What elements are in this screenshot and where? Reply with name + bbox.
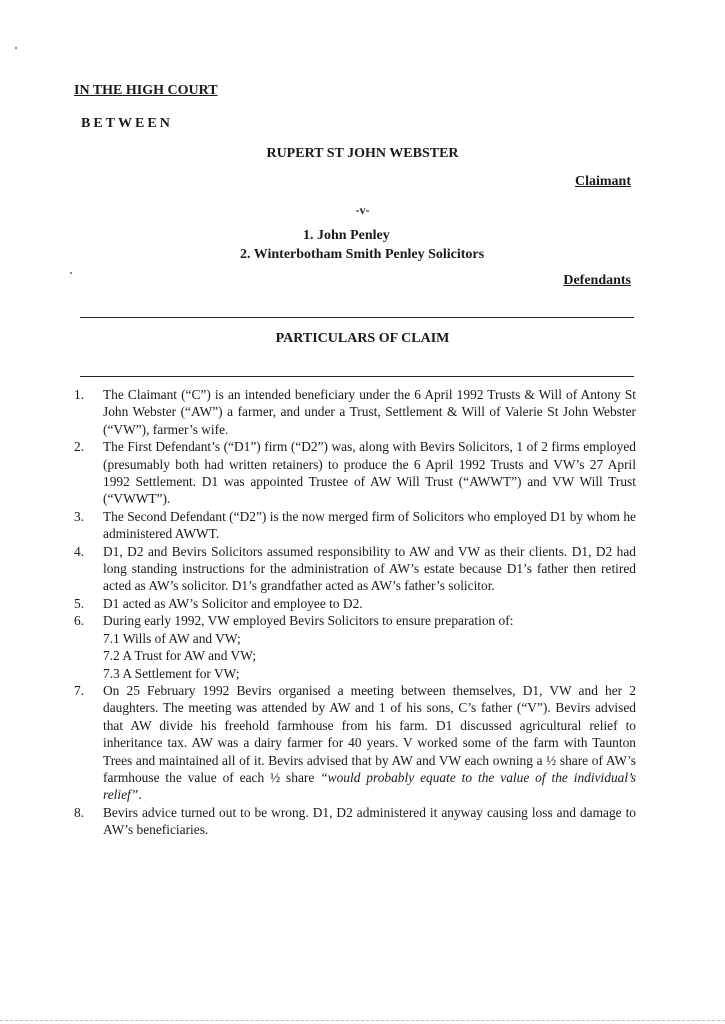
paragraph-number: 5.	[74, 595, 85, 611]
paragraph-2	[68, 438, 636, 508]
paragraph-4	[68, 543, 636, 595]
between-heading: BETWEEN	[81, 116, 173, 131]
paragraph-6	[68, 612, 636, 682]
sub-item: 7.3 A Settlement for VW;	[103, 665, 240, 681]
paragraph-text	[103, 612, 636, 682]
paragraph-3	[68, 508, 636, 543]
paragraph-text: The Claimant (“C”) is an intended beneficiary under the 6 April 1992 Trusts & Will of Antony St John Webster (“AW”) a farmer, and under a Trust, Settlement & Will of Valerie St John Webster (“VW”), farmer’s wife.	[103, 387, 636, 437]
court-heading: IN THE HIGH COURT	[74, 83, 218, 98]
paragraph-number: 8.	[74, 804, 85, 820]
scan-speck	[15, 47, 17, 49]
scan-speck	[70, 272, 72, 274]
paragraph-5	[68, 595, 636, 612]
defendants-role-label: Defendants	[563, 273, 631, 288]
paragraph-number: 2.	[74, 439, 85, 455]
paragraph-text: D1, D2 and Bevirs Solicitors assumed responsibility to AW and VW as their clients. D1, D2 had long standing instructions for the administration of AW’s estate because D1’s father then retired acted as AW’s solicitor. D1’s grandfather acted as AW’s father’s solicitor.	[103, 543, 636, 594]
sub-item: 7.1 Wills of AW and VW;	[103, 630, 241, 646]
defendants-list	[240, 226, 484, 264]
page-edge-scan-line	[0, 1020, 725, 1021]
paragraph-text: The Second Defendant (“D2”) is the now merged firm of Solicitors who employed D1 by whom he administered AWWT.	[103, 508, 636, 542]
versus-label: -v-	[355, 203, 370, 217]
paragraph-number: 7.	[74, 682, 85, 698]
paragraph-body: During early 1992, VW employed Bevirs Solicitors to ensure preparation of:	[103, 613, 514, 629]
paragraph-8	[68, 804, 636, 839]
claimant-role-label: Claimant	[575, 174, 631, 189]
paragraph-number: 1.	[74, 387, 85, 402]
paragraph-number: 4.	[74, 543, 85, 559]
paragraph-tail: .	[138, 787, 142, 803]
paragraph-7	[68, 682, 636, 804]
bottom-divider	[80, 376, 634, 377]
document-title: PARTICULARS OF CLAIM	[275, 331, 450, 346]
paragraph-text: D1 acted as AW’s Solicitor and employee to D2.	[103, 595, 363, 611]
paragraph-text: The First Defendant’s (“D1”) firm (“D2”) was, along with Bevirs Solicitors, 1 of 2 firms employed (presumably both had written retainers) to produce the 6 April 1992 Trusts and VW’s 27 April 1992 Settlement. D1 was appointed Trustee of AW Will Trust (“AWWT”) and VW Will Trust (“VWWT”).	[103, 439, 636, 507]
paragraph-number: 3.	[74, 508, 85, 524]
claimant-name: RUPERT ST JOHN WEBSTER	[266, 146, 459, 161]
defendant-2: 2. Winterbotham Smith Penley Solicitors	[240, 247, 485, 262]
sub-item: 7.2 A Trust for AW and VW;	[103, 648, 257, 664]
paragraph-list	[68, 386, 636, 839]
top-divider	[80, 317, 634, 318]
paragraph-number: 6.	[74, 613, 85, 629]
paragraph-1	[68, 386, 636, 438]
quoted-advice: “would probably equate to the value of the individual’s relief”	[103, 769, 636, 803]
paragraph-body: On 25 February 1992 Bevirs organised a meeting between themselves, D1, VW and her 2 daughters. The meeting was attended by AW and 1 of his sons, C’s father (“V”). Bevirs advised that AW divide his freehold farmhouse from his farm. D1 discussed agricultural relief to inheritance tax. AW was a dairy farmer for 40 years. V worked some of the farm with Taunton Trees and maintained all of it. Bevirs advised that by AW and VW each owning a ½ share of AW’s farmhouse the value of each ½ share	[103, 682, 636, 785]
defendant-1: 1. John Penley	[303, 228, 390, 243]
paragraph-text: Bevirs advice turned out to be wrong. D1, D2 administered it anyway causing loss and damage to AW’s beneficiaries.	[103, 804, 636, 838]
paragraph-text	[103, 682, 636, 804]
